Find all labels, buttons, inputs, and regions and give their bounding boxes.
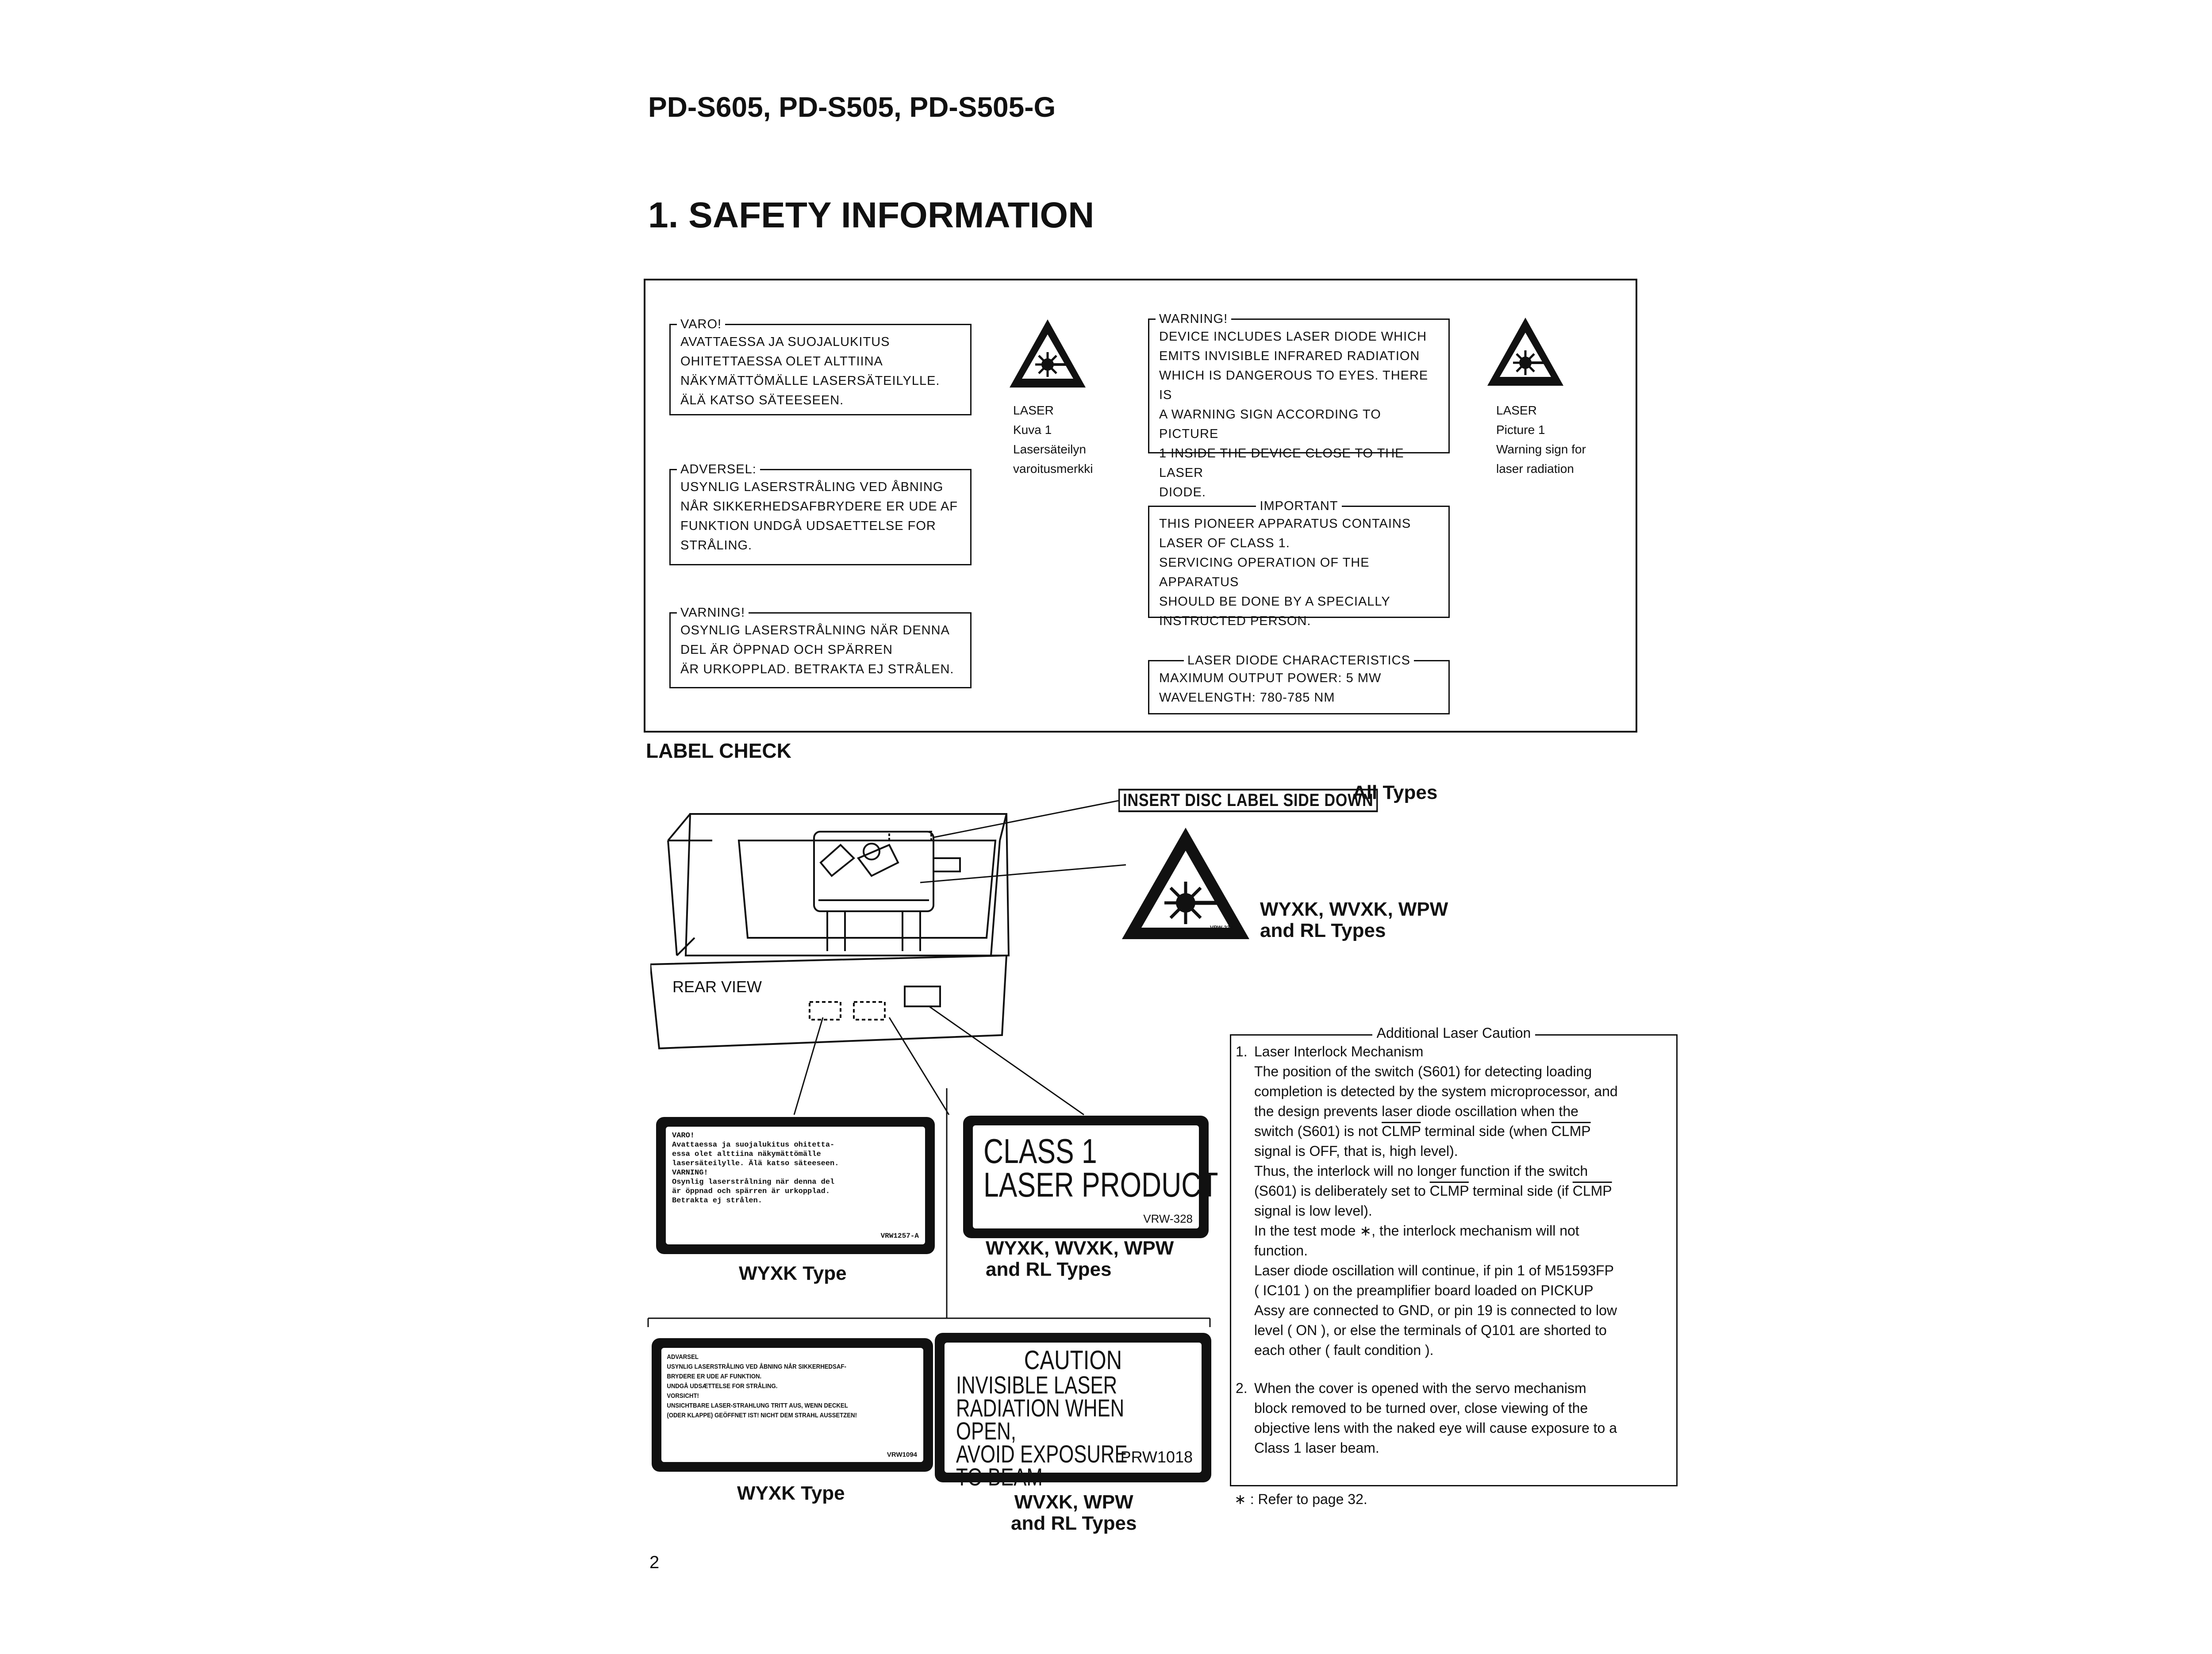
- insert-disc-label: INSERT DISC LABEL SIDE DOWN: [1118, 789, 1378, 812]
- footnote: ∗ : Refer to page 32.: [1234, 1491, 1367, 1507]
- important-legend: IMPORTANT: [1256, 499, 1341, 513]
- page-number: 2: [649, 1553, 660, 1572]
- varning-legend: VARNING!: [677, 603, 749, 622]
- diode-text: MAXIMUM OUTPUT POWER: 5 MW WAVELENGTH: 780-785 NM: [1159, 671, 1382, 705]
- adversel-text: USYNLIG LASERSTRÅLING VED ÅBNING NÅR SIKKERHEDSAFBRYDERE ER UDE AF FUNKTION UNDGÅ UDSAETTELSE FOR STRÅLING.: [680, 480, 958, 553]
- insert-label-types: All Types: [1352, 782, 1438, 803]
- item1-heading: Laser Interlock Mechanism: [1254, 1044, 1424, 1059]
- varo-label-plate: [656, 1117, 935, 1254]
- rear-view-label: REAR VIEW: [672, 978, 762, 996]
- warning-legend: WARNING!: [1156, 309, 1231, 329]
- adversel-legend: ADVERSEL:: [677, 460, 760, 479]
- varning-text: OSYNLIG LASERSTRÅLNING NÄR DENNA DEL ÄR ÖPPNAD OCH SPÄRREN ÄR URKOPPLAD. BETRAKTA EJ STRÅLEN.: [680, 623, 954, 676]
- additional-title: Additional Laser Caution: [1372, 1025, 1536, 1041]
- important-text: THIS PIONEER APPARATUS CONTAINS LASER OF CLASS 1. SERVICING OPERATION OF THE APPARATUS SHOULD BE DONE BY A SPECIALLY INSTRUCTED PERSON.: [1159, 517, 1411, 628]
- varo-text: AVATTAESSA JA SUOJALUKITUS OHITETTAESSA OLET ALTTIINA NÄKYMÄTTÖMÄLLE LASERSÄTEILYLLE. ÄLÄ KATSO SÄTEESEEN.: [680, 335, 940, 407]
- item2-number: 2.: [1236, 1380, 1248, 1396]
- varo-plate-text: VARO! Avattaessa ja suojalukitus ohitetta- essa olet alttiina näkymättömälle lasersäteilylle. Älä katso säteeseen. VARNING! Osynlig laserstrålning när denna del är öppnad och spärren är urkopplad. Betrakta ej strålen.: [672, 1132, 839, 1205]
- item1-number: 1.: [1236, 1044, 1248, 1059]
- advarsel-plate-text: ADVARSEL USYNLIG LASERSTRÅLING VED ÅBNING NÅR SIKKERHEDSAF- BRYDERE ER UDE AF FUNKTION. UNDGÅ UDSÆTTELSE FOR STRÅLING. VORSICHT! UNSICHTBARE LASER-STRAHLUNG TRITT AUS, WENN DECKEL (ODER KLAPPE) GEÖFFNET IST! NICHT DEM STRAHL AUSSETZEN!: [667, 1353, 857, 1419]
- varo-legend: VARO!: [677, 315, 725, 334]
- class1-code: VRW-328: [1143, 1212, 1193, 1225]
- diode-legend: LASER DIODE CHARACTERISTICS: [1184, 653, 1414, 668]
- varo-plate-types: WYXK Type: [739, 1263, 847, 1284]
- caution-code: PRW1018: [1120, 1448, 1193, 1466]
- class1-label-plate: [963, 1116, 1218, 1238]
- class1-types: WYXK, WVXK, WPW and RL Types: [986, 1237, 1174, 1280]
- advarsel-plate-types: WYXK Type: [737, 1482, 845, 1504]
- additional-caution-box: [1230, 1025, 1678, 1486]
- caution-title: CAUTION: [1024, 1345, 1122, 1375]
- triangle-types: WYXK, WVXK, WPW and RL Types: [1260, 898, 1448, 941]
- triangle-code: VRW-226: [1210, 925, 1233, 931]
- item1-text-e: signal is low level). In the test mode ∗, the interlock mechanism will not function. Laser diode oscillation will continue, if pin 1 of M51593FP ( IC101 ) on the preamplifier board loaded on PICKUP Assy are connected to GND, or pin 19 is connected to low level ( ON ), or else the terminals of Q101 are shorted to each other ( fault condition ).: [1254, 1203, 1617, 1358]
- section-heading: 1. SAFETY INFORMATION: [648, 195, 1094, 235]
- item1-text-c: signal is OFF, that is, high level). Thus, the interlock will no longer function if the switch (S601) is deliberately set to CLMP terminal side (if CLMP: [1254, 1143, 1612, 1199]
- caution-types: WVXK, WPW and RL Types: [1011, 1491, 1137, 1534]
- class1-line2: LASER PRODUCT: [983, 1165, 1218, 1204]
- model-title: PD-S605, PD-S505, PD-S505-G: [648, 91, 1056, 123]
- tri2-caption: LASER Picture 1 Warning sign for laser radiation: [1496, 403, 1586, 476]
- varo-plate-code: VRW1257-A: [880, 1232, 919, 1240]
- item1-text-a: The position of the switch (S601) for detecting loading completion is detected by the system microprocessor, and the design prevents laser diode oscillation when the switch (S601) is not CLMP terminal side (when CLMP: [1254, 1063, 1618, 1139]
- warning-text: DEVICE INCLUDES LASER DIODE WHICH EMITS INVISIBLE INFRARED RADIATION WHICH IS DANGEROUS TO EYES. THERE IS A WARNING SIGN ACCORDING TO PICTURE 1 INSIDE THE DEVICE CLOSE TO THE LASER DIODE.: [1159, 330, 1429, 499]
- caution-label-plate: [935, 1333, 1211, 1491]
- tri1-caption: LASER Kuva 1 Lasersäteilyn varoitusmerkki: [1013, 403, 1093, 476]
- caution-text: INVISIBLE LASER RADIATION WHEN OPEN, AVOID EXPOSURE TO BEAM: [956, 1371, 1128, 1491]
- advarsel-plate-code: VRW1094: [887, 1451, 917, 1458]
- class1-line1: CLASS 1: [983, 1132, 1097, 1170]
- advarsel-label-plate: [652, 1338, 933, 1472]
- label-check-title: LABEL CHECK: [646, 739, 791, 762]
- item2-text: When the cover is opened with the servo mechanism block removed to be turned over, close viewing of the objective lens with the naked eye will cause exposure to a Class 1 laser beam.: [1254, 1380, 1617, 1456]
